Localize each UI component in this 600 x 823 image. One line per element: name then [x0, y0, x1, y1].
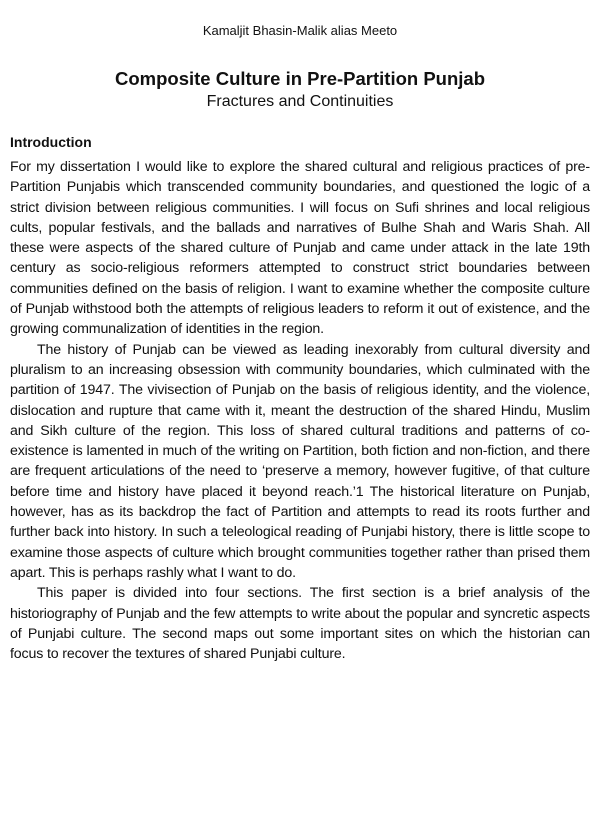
author-name: Kamaljit Bhasin-Malik alias Meeto [202, 23, 398, 38]
section-heading: Introduction [10, 134, 92, 150]
paragraph-2: The history of Punjab can be viewed as leading inexorably from cultural diversity and pluralism to an increasing obsession with community boundaries, which culminated with the partition of 1947. The vivisection of Punjab on the basis of religious identity, and the violence, dislocation and rupture that came with it, meant the destruction of the shared Hindu, Muslim and Sikh culture of the region. This loss of shared cultural traditions and patterns of co-existence is lamented in much of the writing on Partition, both fiction and non-fiction, and there are frequent articulations of the need to ‘preserve a memory, however fugitive, of that culture before time and history have placed it beyond reach.’1 The historical literature on Punjab, however, has as its backdrop the fact of Partition and attempts to read its roots further and further back into history. In such a teleological reading of Punjabi history, there is little scope to examine those aspects of culture which brought communities together rather than prised them apart. This is perhaps rashly what I want to do. [10, 341, 590, 581]
document-title: Composite Culture in Pre-Partition Punjab [114, 68, 486, 89]
document-subtitle: Fractures and Continuities [206, 93, 394, 110]
paragraph-3: This paper is divided into four sections. The first section is a brief analysis of the historiography of Punjab and the few attempts to write about the popular and syncretic aspects of Punjabi culture. The second maps out some important sites on which the historian can focus to recover the textures of shared Punjabi culture. [10, 585, 590, 663]
paragraph-1: For my dissertation I would like to explore the shared cultural and religious practices of pre-Partition Punjabis which transcended community boundaries, and questioned the logic of a strict division between religious communities. I will focus on Sufi shrines and local religious cults, popular festivals, and the ballads and narratives of Bulhe Shah and Waris Shah. All these were aspects of the shared culture of Punjab and came under attack in the late 19th century as socio-religious reformers attempted to construct strict boundaries between communities defined on the basis of religion. I want to examine whether the composite culture of Punjab withstood both the attempts of religious leaders to reform it out of existence, and the growing communalization of identities in the region. [10, 159, 590, 338]
